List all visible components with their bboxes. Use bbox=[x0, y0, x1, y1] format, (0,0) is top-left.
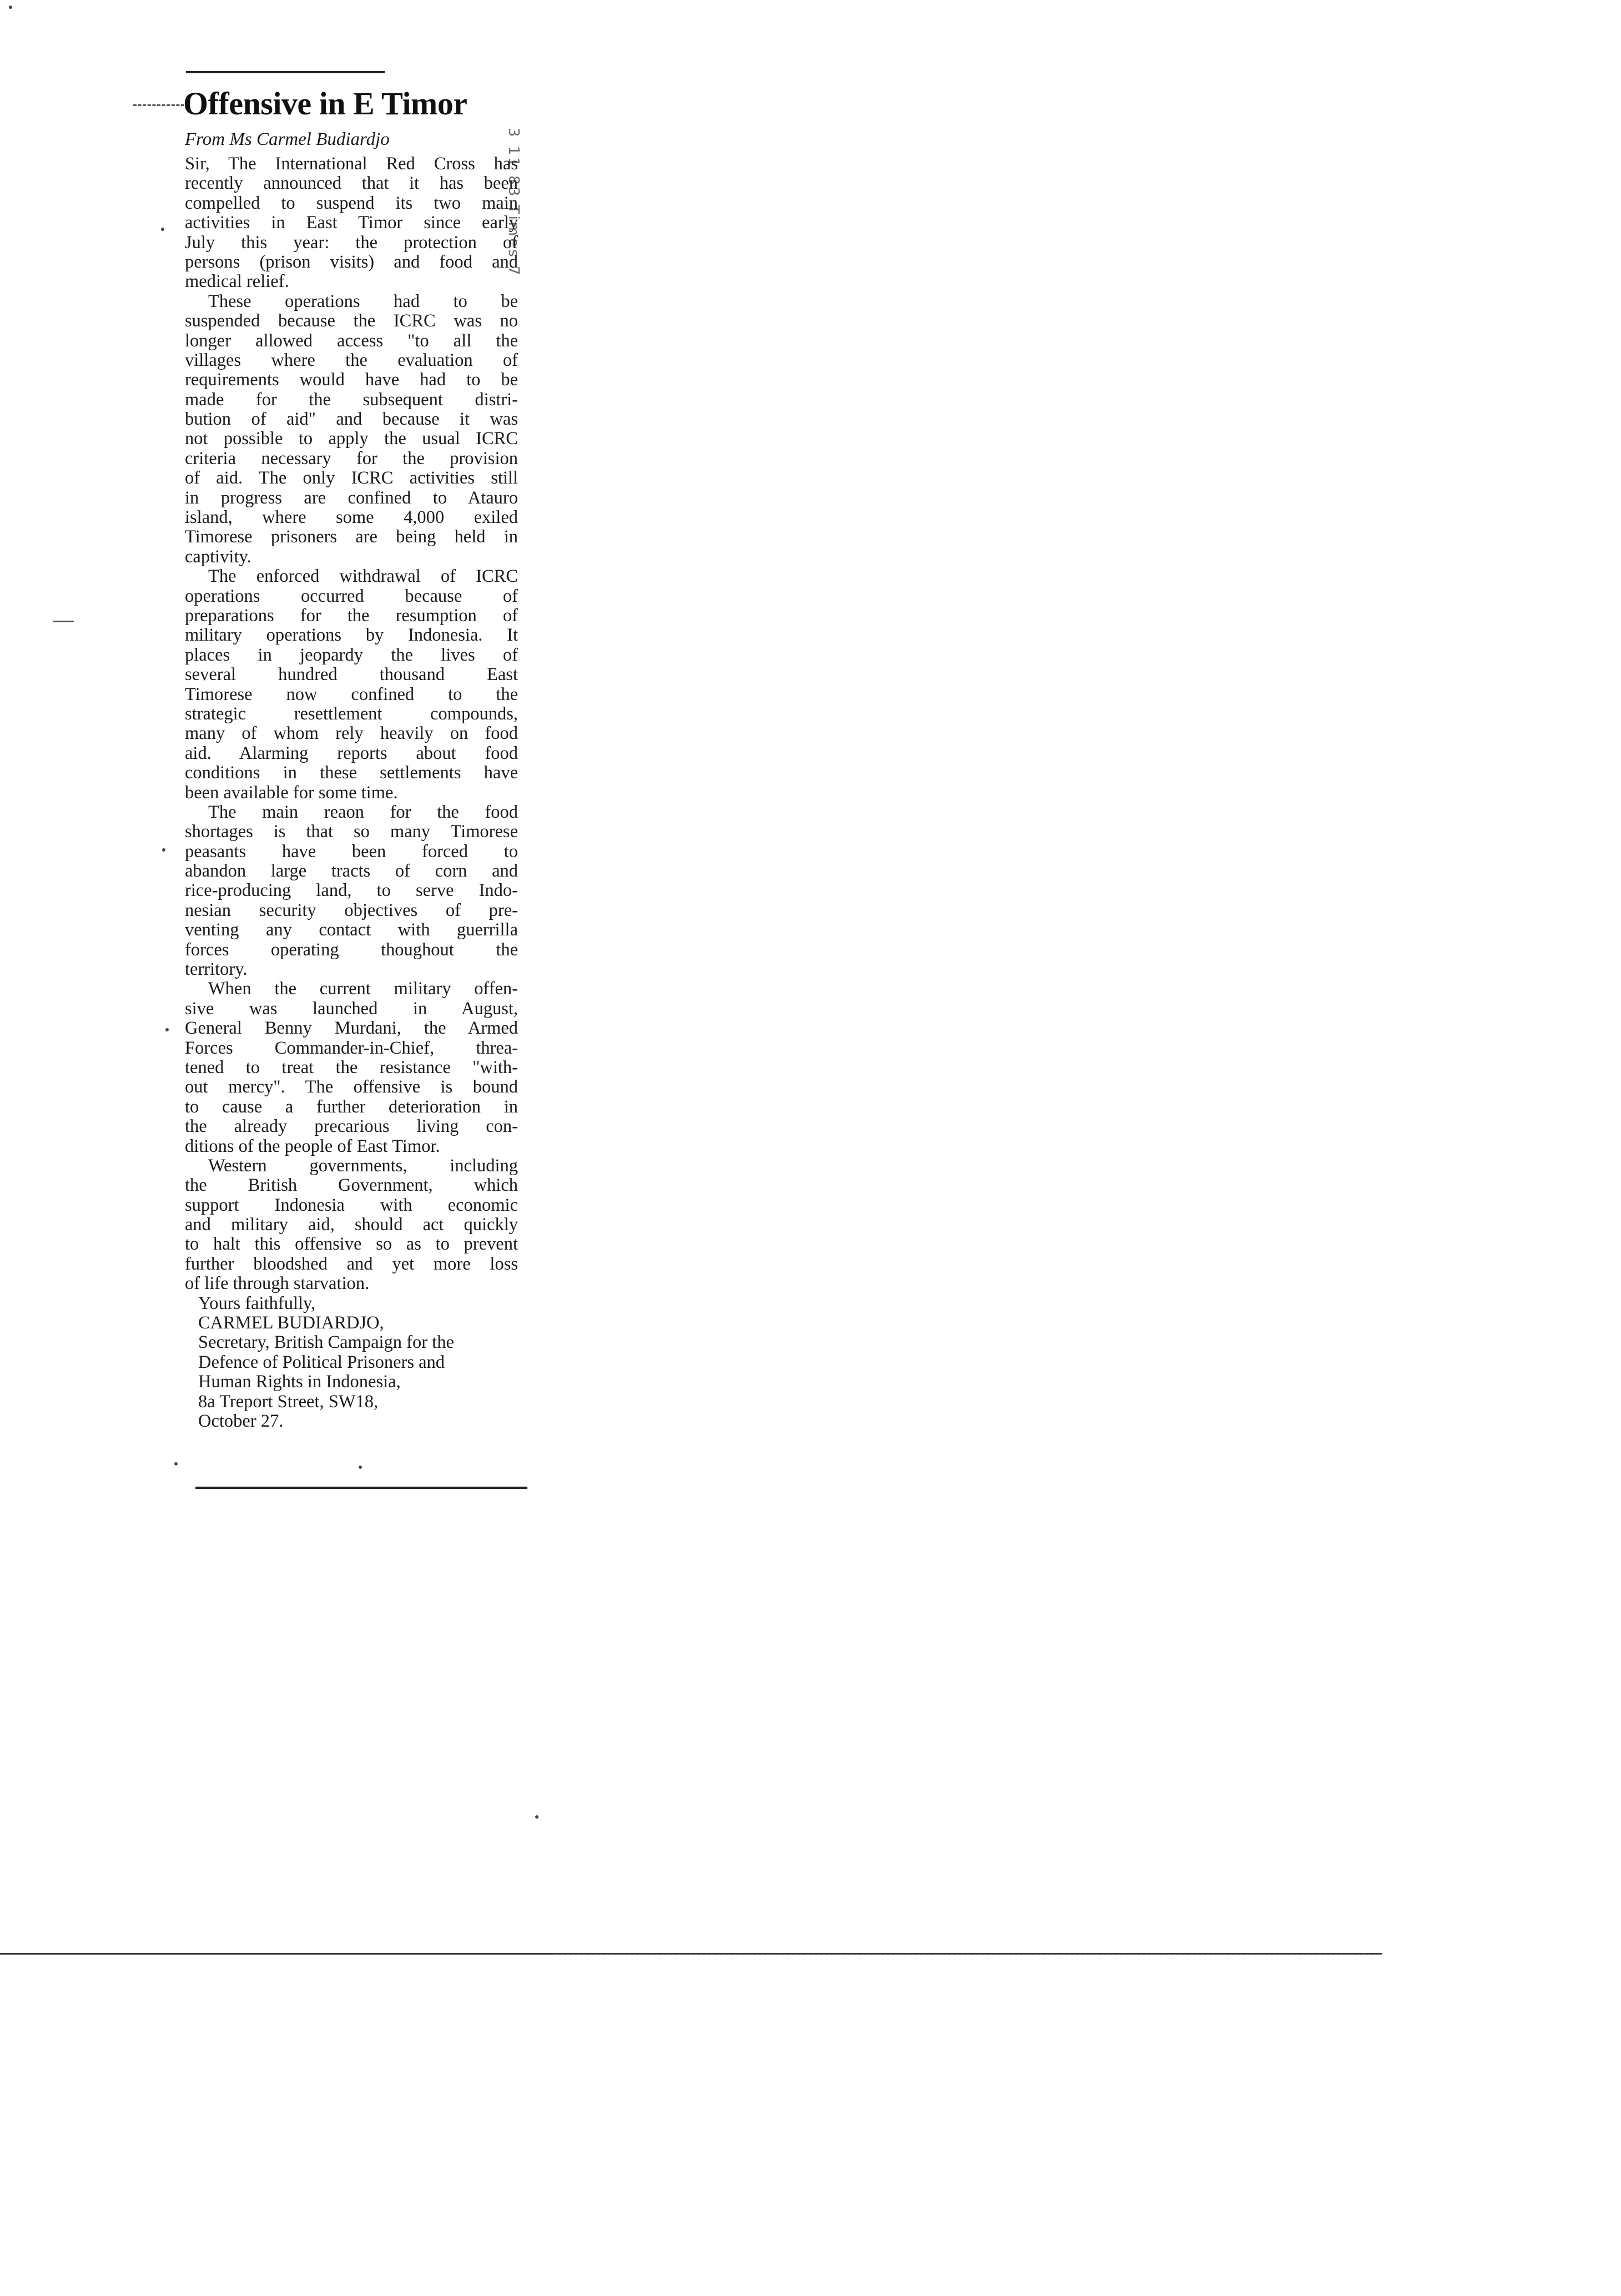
body-line: of aid. The only ICRC activities still bbox=[185, 468, 518, 489]
signoff-line: CARMEL BUDIARDJO, bbox=[198, 1313, 384, 1333]
body-line: General Benny Murdani, the Armed bbox=[185, 1018, 518, 1039]
body-line: tened to treat the resistance "with- bbox=[185, 1057, 518, 1077]
body-lines bbox=[185, 154, 518, 1294]
body-line: recently announced that it has been bbox=[185, 173, 518, 194]
body-line: preparations for the resumption of bbox=[185, 605, 518, 626]
signoff-line: Yours faithfully, bbox=[198, 1293, 316, 1313]
body-line: conditions in these settlements have bbox=[185, 763, 518, 783]
body-line: shortages is that so many Timorese bbox=[185, 822, 518, 842]
body-line: military operations by Indonesia. It bbox=[185, 625, 518, 646]
body-line: When the current military offen- bbox=[208, 979, 518, 999]
byline: From Ms Carmel Budiardjo bbox=[185, 129, 390, 149]
body-line: made for the subsequent distri- bbox=[185, 389, 518, 410]
signoff-line: October 27. bbox=[198, 1411, 284, 1431]
margin-lead-dash bbox=[133, 104, 184, 106]
scan-speck bbox=[174, 1462, 178, 1466]
scan-speck bbox=[9, 6, 12, 9]
body-line: abandon large tracts of corn and bbox=[185, 861, 518, 882]
body-line: suspended because the ICRC was no bbox=[185, 311, 518, 331]
signoff-line: Human Rights in Indonesia, bbox=[198, 1372, 401, 1392]
body-line: several hundred thousand East bbox=[185, 664, 518, 685]
top-rule bbox=[186, 71, 385, 73]
body-line: peasants have been forced to bbox=[185, 841, 518, 862]
scan-speck bbox=[535, 1815, 538, 1819]
body-line: forces operating thoughout the bbox=[185, 939, 518, 960]
page-fold-line-faint bbox=[555, 1954, 1382, 1955]
body-line: support Indonesia with economic bbox=[185, 1195, 518, 1215]
bottom-rule bbox=[195, 1487, 527, 1489]
body-line: not possible to apply the usual ICRC bbox=[185, 429, 518, 449]
body-line: sive was launched in August, bbox=[185, 998, 518, 1019]
body-line: Western governments, including bbox=[208, 1155, 518, 1176]
body-line: operations occurred because of bbox=[185, 586, 518, 606]
body-line: requirements would have had to be bbox=[185, 370, 518, 390]
body-line: of life through starvation. bbox=[185, 1273, 370, 1294]
body-line: to cause a further deterioration in bbox=[185, 1096, 518, 1117]
scan-speck bbox=[165, 1028, 169, 1031]
body-line: in progress are confined to Atauro bbox=[185, 487, 518, 508]
body-line: Timorese now confined to the bbox=[185, 684, 518, 704]
body-line: These operations had to be bbox=[208, 291, 518, 311]
body-line: been available for some time. bbox=[185, 782, 398, 803]
body-line: the British Government, which bbox=[185, 1175, 518, 1196]
body-line: territory. bbox=[185, 959, 248, 980]
signoff-block bbox=[185, 1294, 518, 1432]
body-line: longer allowed access "to all the bbox=[185, 330, 518, 351]
body-line: persons (prison visits) and food and bbox=[185, 251, 518, 272]
body-line: places in jeopardy the lives of bbox=[185, 645, 518, 665]
body-line: The main reaon for the food bbox=[208, 802, 518, 822]
scan-speck bbox=[162, 848, 165, 852]
body-line: ditions of the people of East Timor. bbox=[185, 1136, 440, 1156]
body-line: to halt this offensive so as to prevent bbox=[185, 1234, 518, 1255]
body-line: July this year: the protection of bbox=[185, 232, 518, 253]
body-line: further bloodshed and yet more loss bbox=[185, 1253, 518, 1274]
body-line: out mercy". The offensive is bound bbox=[185, 1077, 518, 1097]
body-line: aid. Alarming reports about food bbox=[185, 743, 518, 763]
body-line: medical relief. bbox=[185, 271, 289, 292]
body-line: villages where the evaluation of bbox=[185, 350, 518, 370]
handwritten-margin-note: 3 11 83 Times 7 bbox=[505, 128, 522, 278]
signoff-line: 8a Treport Street, SW18, bbox=[198, 1391, 379, 1412]
body-line: and military aid, should act quickly bbox=[185, 1215, 518, 1235]
body-line: many of whom rely heavily on food bbox=[185, 723, 518, 744]
body-line: venting any contact with guerrilla bbox=[185, 920, 518, 940]
body-line: the already precarious living con- bbox=[185, 1116, 518, 1137]
scan-speck bbox=[161, 228, 164, 231]
signoff-line: Secretary, British Campaign for the bbox=[198, 1332, 454, 1353]
headline: Offensive in E Timor bbox=[183, 85, 467, 122]
body-line: island, where some 4,000 exiled bbox=[185, 507, 518, 528]
body-line: Forces Commander-in-Chief, threa- bbox=[185, 1038, 518, 1058]
body-line: rice-producing land, to serve Indo- bbox=[185, 880, 518, 901]
body-line: strategic resettlement compounds, bbox=[185, 703, 518, 724]
body-line: The enforced withdrawal of ICRC bbox=[208, 566, 518, 587]
body-line: nesian security objectives of pre- bbox=[185, 900, 518, 920]
signoff-line: Defence of Political Prisoners and bbox=[198, 1352, 445, 1372]
letter-body bbox=[185, 154, 518, 1431]
body-line: Sir, The International Red Cross has bbox=[185, 154, 518, 174]
margin-mark bbox=[53, 621, 74, 622]
body-line: captivity. bbox=[185, 546, 251, 567]
body-line: Timorese prisoners are being held in bbox=[185, 527, 518, 547]
body-line: criteria necessary for the provision bbox=[185, 448, 518, 469]
body-line: compelled to suspend its two main bbox=[185, 193, 518, 213]
body-line: bution of aid" and because it was bbox=[185, 409, 518, 430]
body-line: activities in East Timor since early bbox=[185, 213, 518, 233]
scan-speck bbox=[359, 1466, 362, 1469]
